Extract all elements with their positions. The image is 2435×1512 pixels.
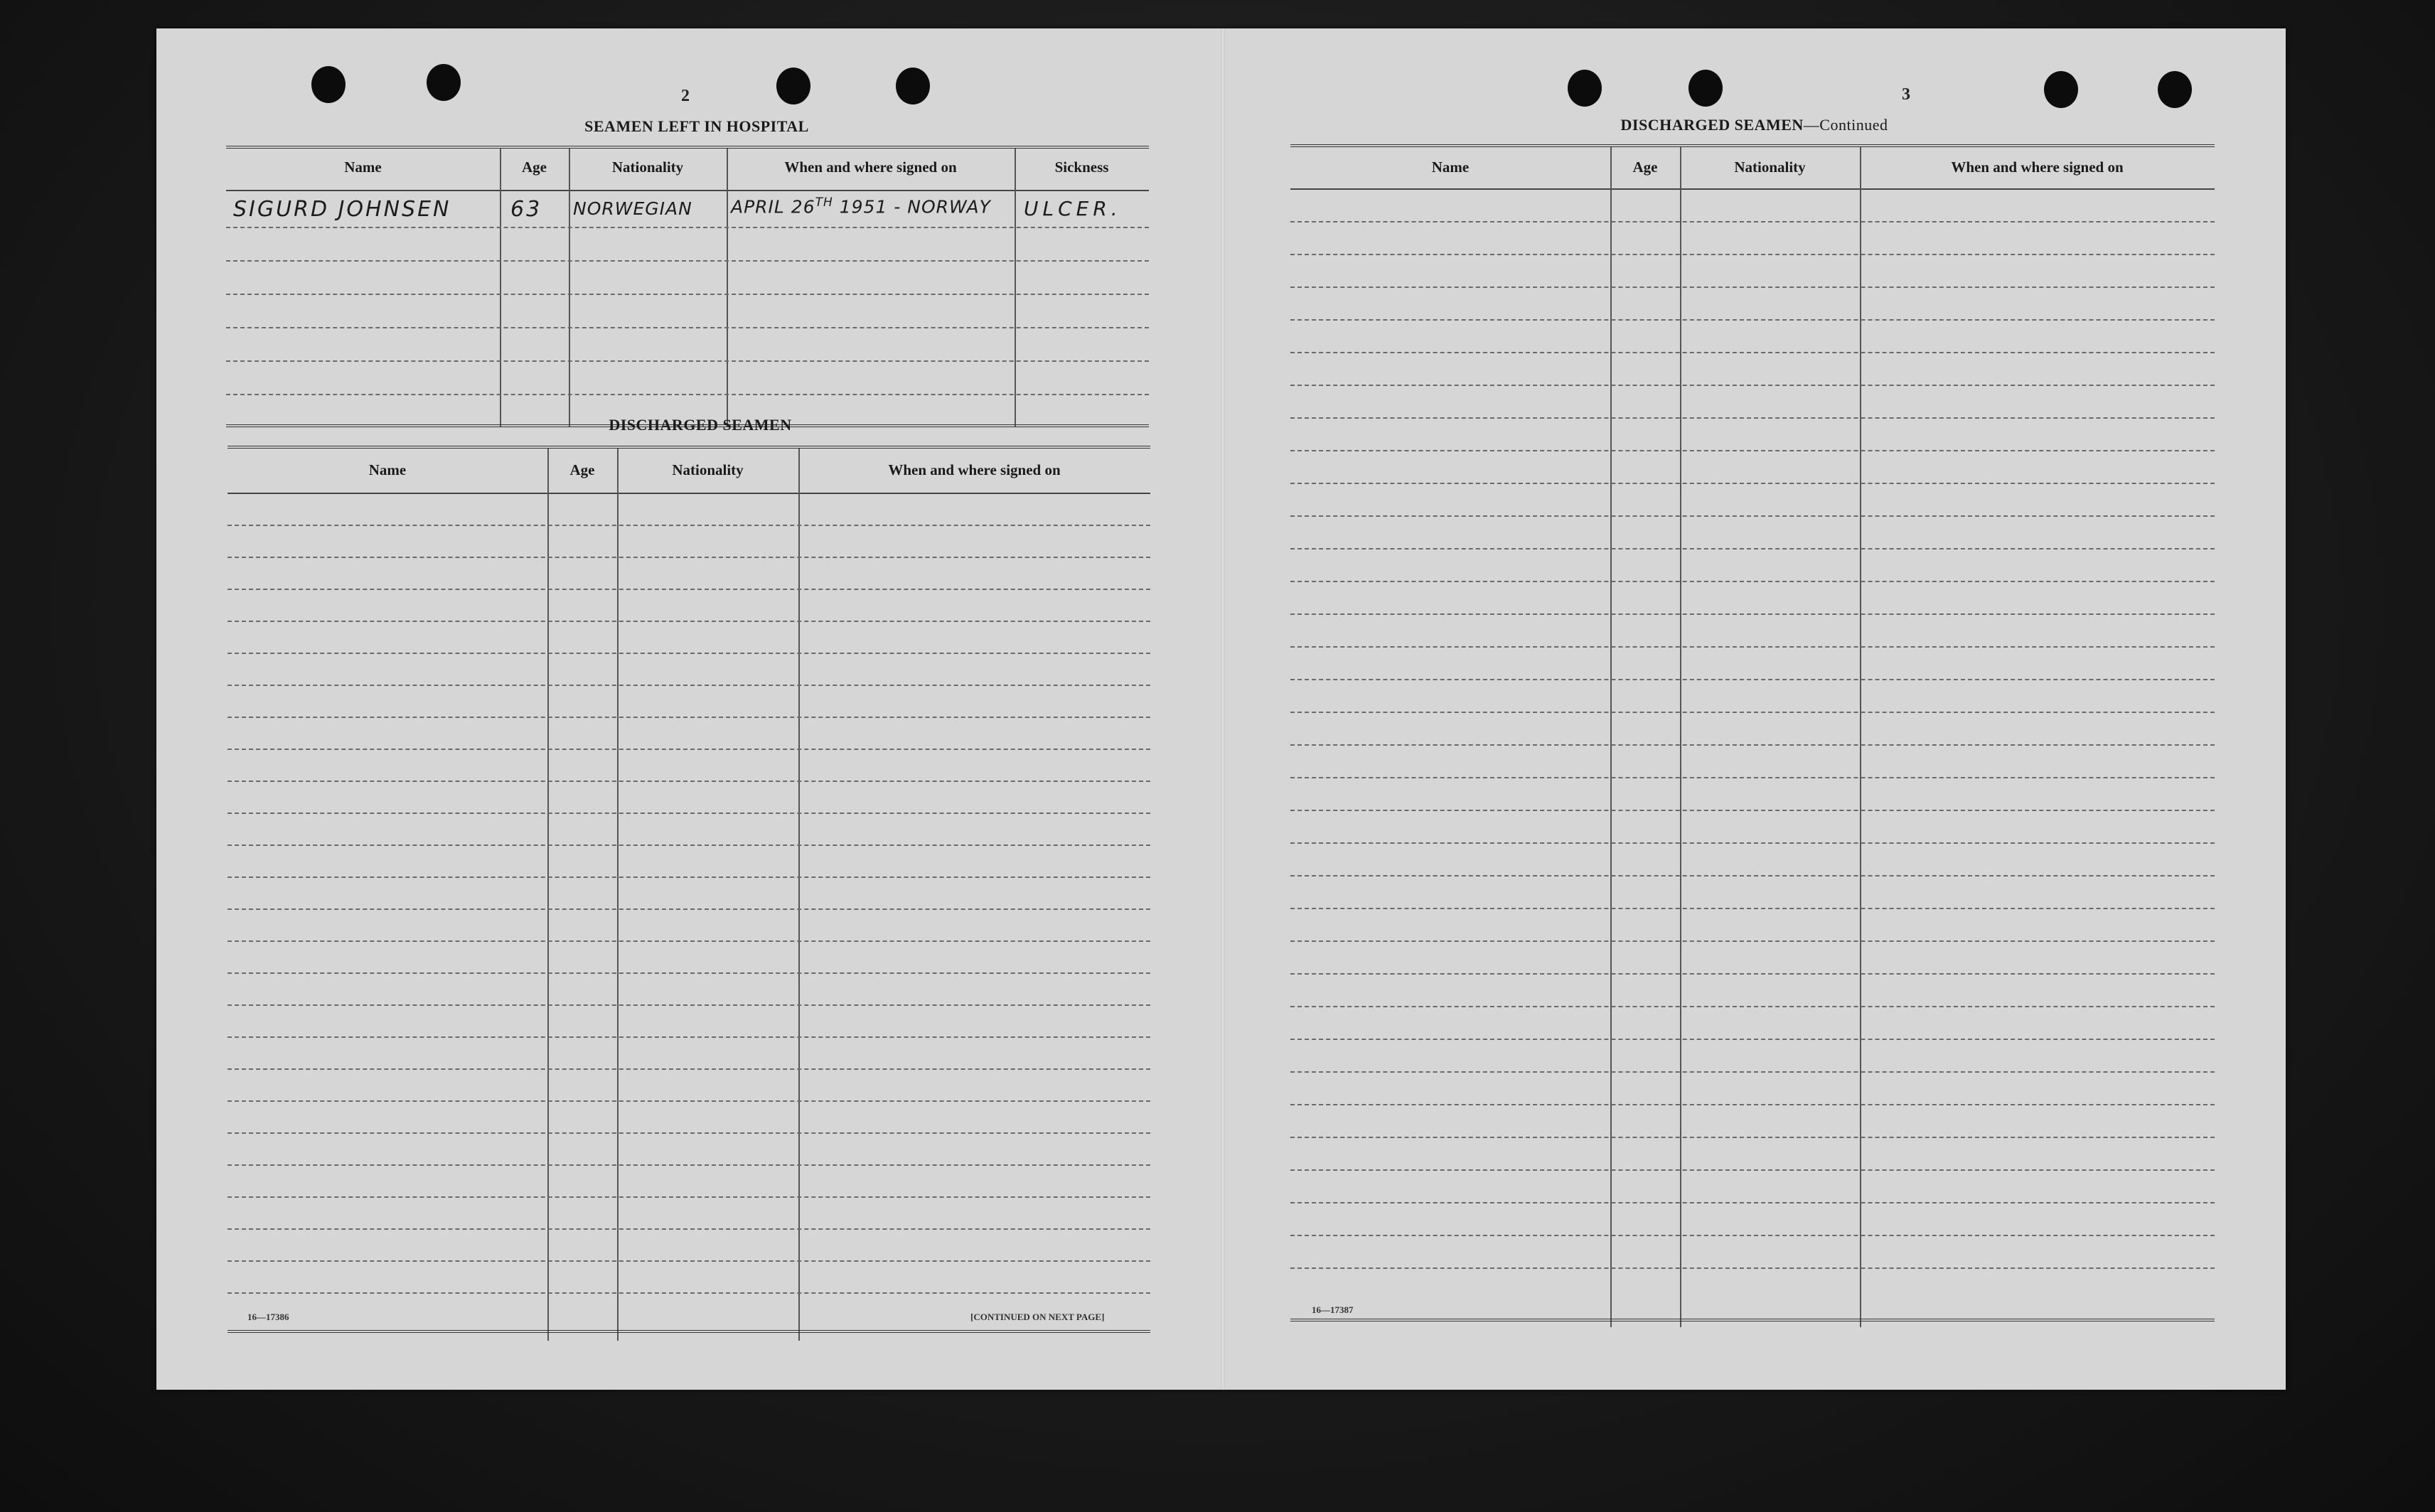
table-row <box>1290 1039 2215 1040</box>
left-page <box>156 28 1223 1390</box>
entry-nationality: NORWEGIAN <box>573 198 692 219</box>
column-header-nationality: Nationality <box>611 159 684 176</box>
column-divider <box>798 449 800 1341</box>
table-row <box>228 908 1150 910</box>
table-row <box>1290 352 2215 353</box>
table-row <box>1290 744 2215 746</box>
table-row <box>228 813 1150 814</box>
table-row <box>228 940 1150 942</box>
column-divider <box>727 149 728 427</box>
table-row <box>1290 385 2215 386</box>
page-number: 3 <box>1902 85 1910 104</box>
table-row <box>228 1196 1150 1198</box>
table-bottom-rule <box>1290 1319 2215 1321</box>
column-header-age: Age <box>522 159 547 176</box>
table-row <box>1290 613 2215 615</box>
table-row <box>1290 679 2215 680</box>
table-row <box>228 1036 1150 1038</box>
column-header-name: Name <box>344 159 382 176</box>
column-header-signed-on: When and where signed on <box>1951 159 2124 176</box>
table-row <box>228 557 1150 558</box>
column-divider <box>1015 149 1016 427</box>
table-row <box>226 260 1149 262</box>
table-row <box>1290 1169 2215 1171</box>
title-main: DISCHARGED SEAMEN <box>1620 116 1804 134</box>
column-header-signed-on: When and where signed on <box>784 159 957 176</box>
discharged-table <box>228 446 1150 1341</box>
column-divider <box>500 149 501 427</box>
table-row <box>228 972 1150 974</box>
discharged-section-title: DISCHARGED SEAMEN <box>609 416 792 434</box>
document-sheet <box>156 28 2286 1390</box>
table-row <box>1290 1006 2215 1007</box>
table-row <box>228 621 1150 622</box>
entry-age: 63 <box>510 197 542 222</box>
column-header-nationality: Nationality <box>672 461 744 478</box>
table-row <box>1290 712 2215 713</box>
table-row <box>1290 1071 2215 1073</box>
table-row <box>1290 286 2215 288</box>
table-row <box>1290 973 2215 975</box>
column-header-name: Name <box>1431 159 1470 176</box>
table-row <box>1290 646 2215 648</box>
column-header-nationality: Nationality <box>1734 159 1806 176</box>
table-row <box>1290 777 2215 778</box>
table-row <box>1290 548 2215 549</box>
table-row <box>1290 875 2215 876</box>
continued-note: [CONTINUED ON NEXT PAGE] <box>970 1312 1105 1322</box>
column-divider <box>569 149 570 427</box>
column-header-sickness: Sickness <box>1054 159 1109 176</box>
table-row <box>228 1100 1150 1102</box>
table-row <box>1290 581 2215 582</box>
table-row <box>228 876 1150 878</box>
table-row <box>228 781 1150 782</box>
table-row <box>228 653 1150 654</box>
table-row <box>228 589 1150 590</box>
table-row <box>1290 1267 2215 1269</box>
table-row <box>228 717 1150 718</box>
form-number: 16—17386 <box>247 1312 289 1322</box>
table-row <box>1290 810 2215 811</box>
form-number: 16—17387 <box>1312 1304 1354 1315</box>
column-header-age: Age <box>1632 159 1658 176</box>
table-row <box>1290 842 2215 844</box>
table-row <box>1290 254 2215 255</box>
table-row <box>228 1164 1150 1166</box>
column-divider <box>617 449 619 1341</box>
discharged-continued-title <box>1223 116 2286 134</box>
entry-signed-on <box>731 195 991 217</box>
column-divider <box>547 449 549 1341</box>
column-header-name: Name <box>368 461 407 478</box>
table-row <box>1290 450 2215 451</box>
hospital-section-title: SEAMEN LEFT IN HOSPITAL <box>584 117 809 135</box>
table-row <box>228 1132 1150 1134</box>
discharged-continued-table <box>1290 144 2215 1327</box>
column-header-signed-on: When and where signed on <box>888 461 1061 478</box>
table-row <box>1290 221 2215 222</box>
table-row <box>226 294 1149 295</box>
table-row <box>1290 1137 2215 1138</box>
table-row <box>226 227 1149 228</box>
table-row <box>1290 483 2215 484</box>
column-divider <box>1680 147 1681 1327</box>
table-row <box>226 327 1149 328</box>
table-row <box>228 845 1150 846</box>
table-row <box>1290 1235 2215 1236</box>
page-number: 2 <box>681 87 690 105</box>
entry-name: SIGURD JOHNSEN <box>233 197 451 222</box>
entry-signed-on-suffix: TH <box>815 195 833 210</box>
table-row <box>1290 908 2215 909</box>
table-row <box>226 394 1149 395</box>
table-row <box>228 1004 1150 1006</box>
column-divider <box>1610 147 1612 1327</box>
column-header-age: Age <box>569 461 595 478</box>
entry-sickness: ULCER. <box>1024 197 1122 220</box>
table-row <box>228 1292 1150 1294</box>
table-row <box>1290 515 2215 517</box>
table-row <box>1290 1202 2215 1203</box>
table-row <box>228 1260 1150 1262</box>
table-row <box>226 360 1149 362</box>
table-row <box>228 1228 1150 1230</box>
right-page <box>1223 28 2286 1390</box>
entry-signed-on-date: APRIL 26 <box>731 196 815 218</box>
column-divider <box>1860 147 1861 1327</box>
table-row <box>228 749 1150 750</box>
table-row <box>228 1068 1150 1070</box>
table-row <box>1290 1104 2215 1105</box>
table-row <box>228 525 1150 526</box>
table-row <box>228 685 1150 686</box>
table-row <box>1290 319 2215 321</box>
title-suffix: —Continued <box>1803 116 1888 134</box>
table-row <box>1290 417 2215 419</box>
entry-signed-on-rest: 1951 - NORWAY <box>833 196 991 218</box>
table-bottom-rule <box>228 1330 1150 1333</box>
hospital-table <box>226 146 1149 427</box>
table-row <box>1290 940 2215 942</box>
